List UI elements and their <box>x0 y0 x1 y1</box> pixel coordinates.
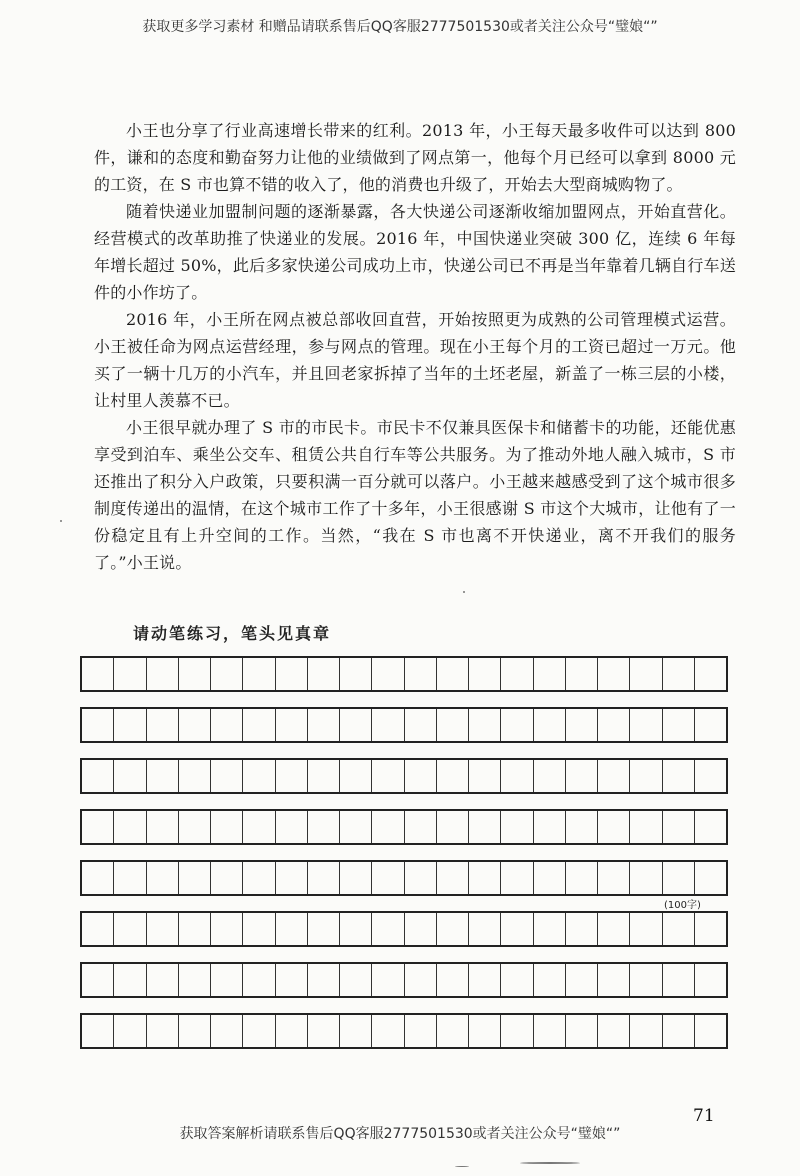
writing-grid-cell[interactable] <box>501 811 533 843</box>
writing-grid-cell[interactable] <box>340 1015 372 1047</box>
writing-grid-cell[interactable] <box>340 913 372 945</box>
writing-grid-cell[interactable] <box>469 658 501 690</box>
writing-grid-cell[interactable] <box>82 964 114 996</box>
writing-grid-cell[interactable] <box>630 811 662 843</box>
writing-grid-cell[interactable] <box>695 811 726 843</box>
scan-speck <box>520 1162 580 1164</box>
writing-grid-cell[interactable] <box>82 709 114 741</box>
writing-grid-cell[interactable] <box>437 1015 469 1047</box>
writing-grid-cell[interactable] <box>276 913 308 945</box>
word-count-marker: (100字) <box>664 900 701 911</box>
writing-grid-cell[interactable] <box>469 913 501 945</box>
writing-grid-cell[interactable] <box>534 709 566 741</box>
writing-grid-row <box>80 962 728 998</box>
writing-grid-cell[interactable] <box>308 862 340 894</box>
writing-grid-row <box>80 656 728 692</box>
writing-grid-cell[interactable] <box>372 811 404 843</box>
writing-grid-cell[interactable] <box>630 1015 662 1047</box>
writing-grid-cell[interactable] <box>598 658 630 690</box>
writing-grid-cell[interactable] <box>114 913 146 945</box>
writing-grid-cell[interactable] <box>147 811 179 843</box>
writing-grid-cell[interactable] <box>437 760 469 792</box>
writing-grid-row <box>80 1013 728 1049</box>
writing-grid-cell[interactable] <box>695 913 726 945</box>
writing-grid-cell[interactable] <box>340 760 372 792</box>
writing-grid-cell[interactable] <box>469 760 501 792</box>
writing-grid-cell[interactable] <box>663 709 695 741</box>
paragraph-1: 小王也分享了行业高速增长带来的红利。2013 年，小王每天最多收件可以达到 800 件，谦和的态度和勤奋努力让他的业绩做到了网点第一，他每个月已经可以拿到 8000 元的工资，在 S 市也算不错的收入了，他的消费也升级了，开始去大型商城购物了。 <box>94 121 736 194</box>
writing-grid-cell[interactable] <box>147 862 179 894</box>
writing-grid-row <box>80 911 728 947</box>
page-number: 71 <box>693 1106 715 1126</box>
writing-grid-cell[interactable] <box>308 760 340 792</box>
writing-grid-cell[interactable] <box>405 862 437 894</box>
writing-grid-cell[interactable] <box>566 862 598 894</box>
writing-grid-cell[interactable] <box>663 811 695 843</box>
writing-grid-cell[interactable] <box>566 1015 598 1047</box>
writing-grid-cell[interactable] <box>501 658 533 690</box>
writing-grid-cell[interactable] <box>437 709 469 741</box>
writing-grid-cell[interactable] <box>372 709 404 741</box>
writing-grid-cell[interactable] <box>437 658 469 690</box>
writing-grid-cell[interactable] <box>243 964 275 996</box>
writing-grid-cell[interactable] <box>211 658 243 690</box>
writing-grid-cell[interactable] <box>405 964 437 996</box>
writing-grid-cell[interactable] <box>630 760 662 792</box>
writing-grid-cell[interactable] <box>276 709 308 741</box>
writing-grid-cell[interactable] <box>663 760 695 792</box>
writing-grid-cell[interactable] <box>243 811 275 843</box>
writing-grid-cell[interactable] <box>598 1015 630 1047</box>
writing-grid-cell[interactable] <box>147 913 179 945</box>
writing-grid-cell[interactable] <box>598 862 630 894</box>
article-body <box>94 117 736 576</box>
writing-grid-cell[interactable] <box>405 658 437 690</box>
writing-grid-cell[interactable] <box>469 1015 501 1047</box>
writing-grid-cell[interactable] <box>534 1015 566 1047</box>
writing-grid-cell[interactable] <box>405 913 437 945</box>
writing-grid-cell[interactable] <box>372 1015 404 1047</box>
writing-grid-cell[interactable] <box>372 964 404 996</box>
paragraph-2: 随着快递业加盟制问题的逐渐暴露，各大快递公司逐渐收缩加盟网点，开始直营化。经营模式的改革助推了快递业的发展。2016 年，中国快递业突破 300 亿，连续 6 年每年增长超过 50%，此后多家快递公司成功上市，快递公司已不再是当年靠着几辆自行车送件的小作坊了。 <box>94 202 736 302</box>
writing-grid-cell[interactable] <box>179 862 211 894</box>
footer-notice: 获取答案解析请联系售后QQ客服2777501530或者关注公众号“璧娘“” <box>179 1126 621 1142</box>
writing-grid-cell[interactable] <box>437 964 469 996</box>
writing-grid-cell[interactable] <box>372 913 404 945</box>
writing-grid-cell[interactable] <box>114 964 146 996</box>
writing-grid-cell[interactable] <box>114 709 146 741</box>
writing-grid-cell[interactable] <box>663 862 695 894</box>
writing-grid-cell[interactable] <box>179 658 211 690</box>
writing-grid-cell[interactable] <box>243 1015 275 1047</box>
writing-grid-cell[interactable] <box>308 964 340 996</box>
writing-grid-cell[interactable] <box>276 811 308 843</box>
writing-grid-cell[interactable] <box>630 658 662 690</box>
writing-grid-cell[interactable] <box>340 811 372 843</box>
writing-grid-cell[interactable] <box>501 862 533 894</box>
writing-grid-cell[interactable] <box>276 964 308 996</box>
writing-grid-cell[interactable] <box>243 913 275 945</box>
writing-grid-cell[interactable] <box>243 862 275 894</box>
writing-grid-cell[interactable] <box>82 658 114 690</box>
writing-grid-cell[interactable] <box>211 811 243 843</box>
writing-grid-cell[interactable] <box>405 709 437 741</box>
writing-grid-cell[interactable] <box>114 658 146 690</box>
writing-grid-cell[interactable] <box>114 760 146 792</box>
paragraph-4: 小王很早就办理了 S 市的市民卡。市民卡不仅兼具医保卡和储蓄卡的功能，还能优惠享受到泊车、乘坐公交车、租赁公共自行车等公共服务。为了推动外地人融入城市，S 市还推出了积分入户政策，只要积满一百分就可以落户。小王越来越感受到了这个城市很多制度传递出的温情，在这个城市工作了十多年，小王很感谢 S 市这个大城市，让他有了一份稳定且有上升空间的工作。当然，“我在 S 市也离不开快递业，离不开我们的服务了。”小王说。 <box>94 418 736 572</box>
writing-grid-cell[interactable] <box>308 709 340 741</box>
writing-grid-cell[interactable] <box>179 913 211 945</box>
writing-grid-cell[interactable] <box>598 811 630 843</box>
writing-grid-row <box>80 758 728 794</box>
writing-grid-cell[interactable] <box>276 862 308 894</box>
writing-grid-cell[interactable] <box>211 709 243 741</box>
writing-grid-cell[interactable] <box>147 709 179 741</box>
header-notice: 获取更多学习素材 和赠品请联系售后QQ客服2777501530或者关注公众号“璧娘“” <box>142 19 658 35</box>
writing-grid-cell[interactable] <box>663 658 695 690</box>
writing-grid-row <box>80 707 728 743</box>
writing-grid-cell[interactable] <box>114 811 146 843</box>
writing-grid-cell[interactable] <box>243 658 275 690</box>
writing-grid-cell[interactable] <box>663 964 695 996</box>
writing-grid-cell[interactable] <box>308 1015 340 1047</box>
writing-grid-row <box>80 809 728 845</box>
writing-grid-cell[interactable] <box>179 709 211 741</box>
writing-grid-cell[interactable] <box>598 760 630 792</box>
writing-grid-cell[interactable] <box>179 811 211 843</box>
writing-grid-cell[interactable] <box>695 760 726 792</box>
writing-grid-cell[interactable] <box>114 862 146 894</box>
writing-grid-cell[interactable] <box>147 964 179 996</box>
writing-grid-cell[interactable] <box>405 1015 437 1047</box>
writing-grid-cell[interactable] <box>469 862 501 894</box>
writing-grid-cell[interactable] <box>501 709 533 741</box>
writing-grid-cell[interactable] <box>114 1015 146 1047</box>
writing-grid-cell[interactable] <box>147 658 179 690</box>
writing-grid-cell[interactable] <box>566 658 598 690</box>
writing-grid-cell[interactable] <box>372 760 404 792</box>
writing-grid-cell[interactable] <box>695 709 726 741</box>
writing-grid-cell[interactable] <box>308 811 340 843</box>
writing-grid-cell[interactable] <box>147 1015 179 1047</box>
writing-grid <box>80 656 728 1064</box>
practice-title: 请动笔练习，笔头见真章 <box>133 624 332 643</box>
writing-grid-cell[interactable] <box>179 1015 211 1047</box>
writing-grid-cell[interactable] <box>437 913 469 945</box>
writing-grid-cell[interactable] <box>82 760 114 792</box>
writing-grid-cell[interactable] <box>340 964 372 996</box>
writing-grid-cell[interactable] <box>211 760 243 792</box>
writing-grid-cell[interactable] <box>598 913 630 945</box>
writing-grid-cell[interactable] <box>147 760 179 792</box>
scan-speck <box>455 1166 469 1167</box>
writing-grid-cell[interactable] <box>663 913 695 945</box>
writing-grid-cell[interactable] <box>598 709 630 741</box>
writing-grid-cell[interactable] <box>340 658 372 690</box>
writing-grid-cell[interactable] <box>82 811 114 843</box>
writing-grid-cell[interactable] <box>501 913 533 945</box>
writing-grid-cell[interactable] <box>340 862 372 894</box>
writing-grid-cell[interactable] <box>566 709 598 741</box>
writing-grid-cell[interactable] <box>534 964 566 996</box>
writing-grid-cell[interactable] <box>211 1015 243 1047</box>
writing-grid-cell[interactable] <box>437 862 469 894</box>
writing-grid-cell[interactable] <box>243 760 275 792</box>
writing-grid-cell[interactable] <box>566 964 598 996</box>
writing-grid-cell[interactable] <box>211 964 243 996</box>
writing-grid-cell[interactable] <box>695 862 726 894</box>
writing-grid-cell[interactable] <box>534 811 566 843</box>
writing-grid-cell[interactable] <box>276 760 308 792</box>
writing-grid-cell[interactable] <box>405 811 437 843</box>
writing-grid-cell[interactable] <box>630 913 662 945</box>
writing-grid-cell[interactable] <box>179 964 211 996</box>
writing-grid-cell[interactable] <box>630 709 662 741</box>
writing-grid-cell[interactable] <box>534 913 566 945</box>
writing-grid-cell[interactable] <box>243 709 275 741</box>
writing-grid-cell[interactable] <box>630 862 662 894</box>
writing-grid-cell[interactable] <box>566 811 598 843</box>
writing-grid-cell[interactable] <box>82 913 114 945</box>
writing-grid-cell[interactable] <box>405 760 437 792</box>
writing-grid-cell[interactable] <box>372 658 404 690</box>
writing-grid-cell[interactable] <box>82 1015 114 1047</box>
writing-grid-cell[interactable] <box>534 862 566 894</box>
writing-grid-cell[interactable] <box>82 862 114 894</box>
writing-grid-cell[interactable] <box>695 658 726 690</box>
writing-grid-cell[interactable] <box>695 1015 726 1047</box>
writing-grid-cell[interactable] <box>566 760 598 792</box>
writing-grid-cell[interactable] <box>663 1015 695 1047</box>
writing-grid-cell[interactable] <box>211 913 243 945</box>
writing-grid-cell[interactable] <box>695 964 726 996</box>
scan-speck <box>60 520 62 522</box>
writing-grid-cell[interactable] <box>469 964 501 996</box>
paragraph-3: 2016 年，小王所在网点被总部收回直营，开始按照更为成熟的公司管理模式运营。小王被任命为网点运营经理，参与网点的管理。现在小王每个月的工资已超过一万元。他买了一辆十几万的小汽车，并且回老家拆掉了当年的土坯老屋，新盖了一栋三层的小楼，让村里人羡慕不已。 <box>94 310 736 410</box>
writing-grid-cell[interactable] <box>179 760 211 792</box>
writing-grid-cell[interactable] <box>372 862 404 894</box>
writing-grid-cell[interactable] <box>501 760 533 792</box>
writing-grid-cell[interactable] <box>340 709 372 741</box>
writing-grid-cell[interactable] <box>276 1015 308 1047</box>
writing-grid-cell[interactable] <box>437 811 469 843</box>
writing-grid-cell[interactable] <box>308 658 340 690</box>
writing-grid-cell[interactable] <box>469 811 501 843</box>
writing-grid-cell[interactable] <box>211 862 243 894</box>
writing-grid-cell[interactable] <box>276 658 308 690</box>
writing-grid-cell[interactable] <box>469 709 501 741</box>
writing-grid-cell[interactable] <box>534 658 566 690</box>
writing-grid-cell[interactable] <box>630 964 662 996</box>
writing-grid-cell[interactable] <box>501 1015 533 1047</box>
writing-grid-cell[interactable] <box>308 913 340 945</box>
scan-speck <box>463 591 465 593</box>
writing-grid-cell[interactable] <box>566 913 598 945</box>
writing-grid-row <box>80 860 728 896</box>
writing-grid-cell[interactable] <box>534 760 566 792</box>
writing-grid-cell[interactable] <box>598 964 630 996</box>
writing-grid-cell[interactable] <box>501 964 533 996</box>
